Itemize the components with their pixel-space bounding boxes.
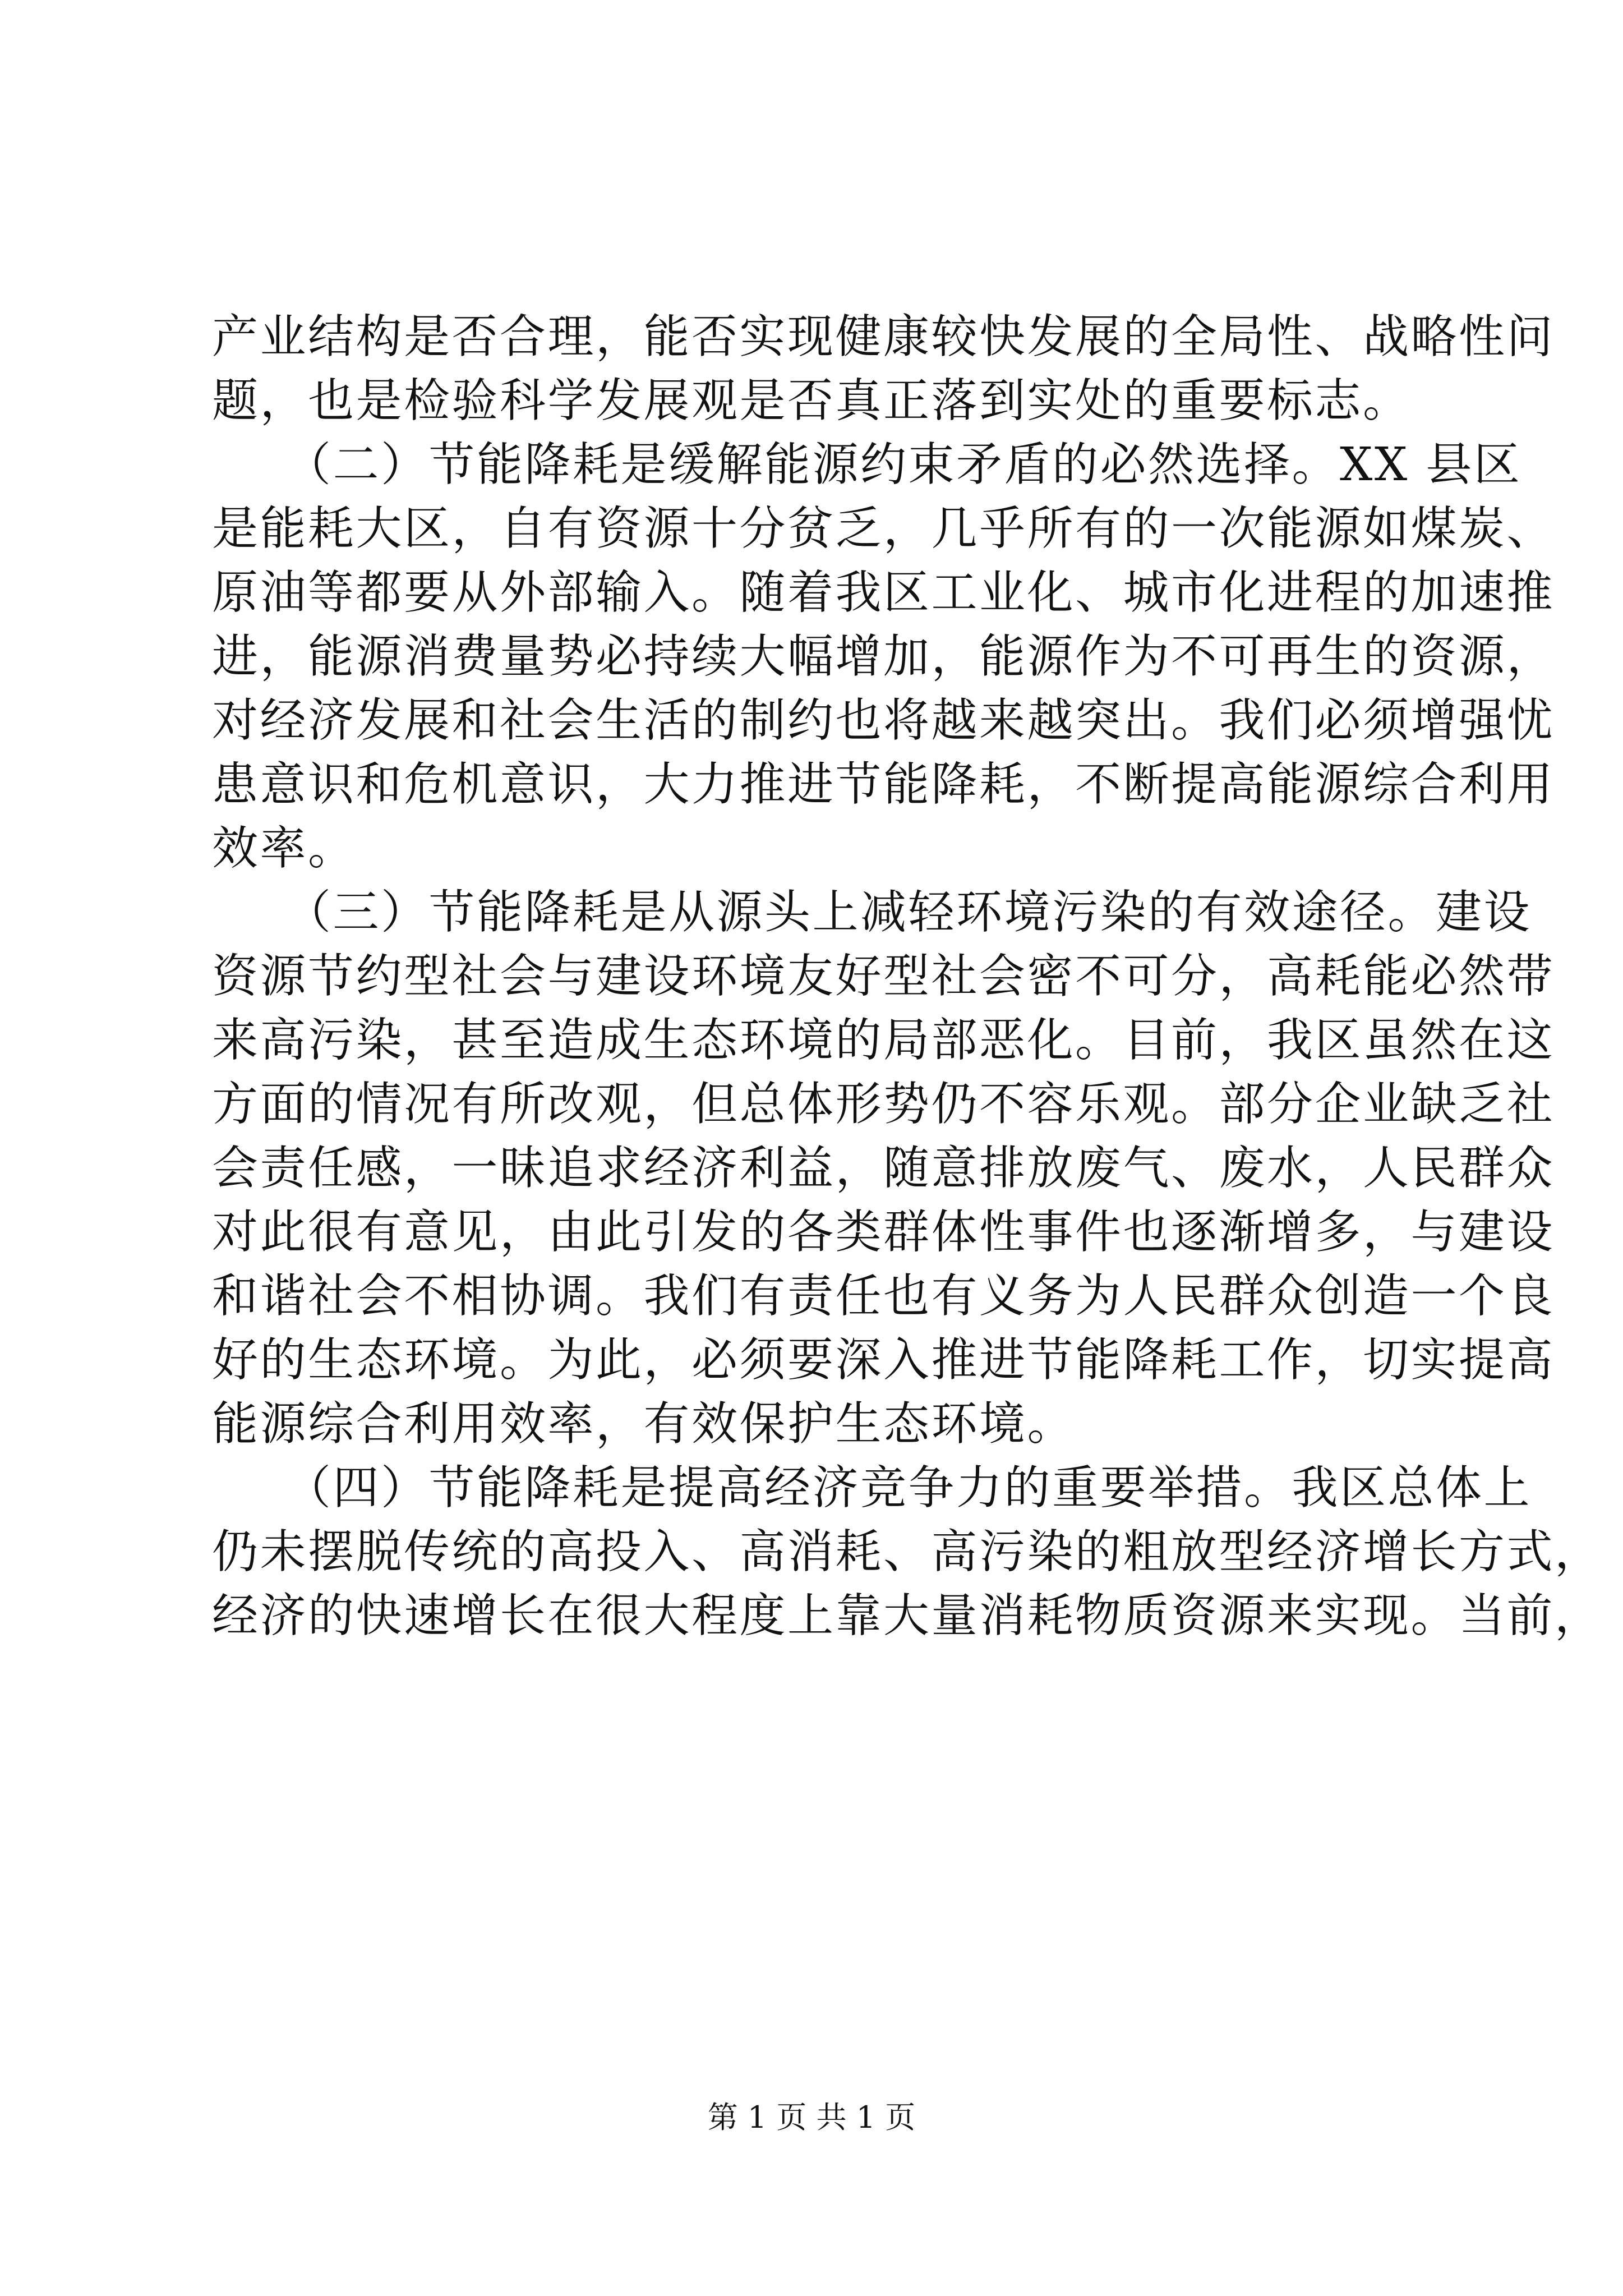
- page-footer: 第 1 页 共 1 页: [707, 2100, 916, 2135]
- text-line: 患意识和危机意识，大力推进节能降耗，不断提高能源综合利用: [212, 758, 1555, 811]
- text-line: 对经济发展和社会生活的制约也将越来越突出。我们必须增强忧: [212, 694, 1555, 747]
- text-line: （四）节能降耗是提高经济竞争力的重要举措。我区总体上: [212, 1461, 1532, 1515]
- text-line: 效率。: [212, 822, 356, 875]
- text-line: 能源综合利用效率，有效保护生态环境。: [212, 1397, 1076, 1451]
- text-line: 是能耗大区，自有资源十分贫乏，几乎所有的一次能源如煤炭、: [212, 502, 1555, 555]
- text-line: 原油等都要从外部输入。随着我区工业化、城市化进程的加速推: [212, 566, 1555, 619]
- text-line: 仍未摆脱传统的高投入、高消耗、高污染的粗放型经济增长方式，: [212, 1525, 1603, 1579]
- text-line: 来高污染，甚至造成生态环境的局部恶化。目前，我区虽然在这: [212, 1014, 1555, 1067]
- text-line: （三）节能降耗是从源头上减轻环境污染的有效途径。建设: [212, 886, 1532, 939]
- text-line: 和谐社会不相协调。我们有责任也有义务为人民群众创造一个良: [212, 1269, 1555, 1323]
- text-line: 资源节约型社会与建设环境友好型社会密不可分，高耗能必然带: [212, 950, 1555, 1003]
- text-line: 经济的快速增长在很大程度上靠大量消耗物质资源来实现。当前，: [212, 1589, 1603, 1642]
- text-line: 对此很有意见，由此引发的各类群体性事件也逐渐增多，与建设: [212, 1205, 1555, 1259]
- text-line: 题，也是检验科学发展观是否真正落到实处的重要标志。: [212, 374, 1411, 427]
- text-line: 产业结构是否合理，能否实现健康较快发展的全局性、战略性问: [212, 310, 1555, 364]
- document-body: [212, 307, 1603, 1650]
- text-line: 进，能源消费量势必持续大幅增加，能源作为不可再生的资源，: [212, 630, 1555, 683]
- text-line: 方面的情况有所改观，但总体形势仍不容乐观。部分企业缺乏社: [212, 1078, 1555, 1131]
- text-line: 好的生态环境。为此，必须要深入推进节能降耗工作，切实提高: [212, 1333, 1555, 1387]
- text-line: （二）节能降耗是缓解能源约束矛盾的必然选择。XX 县区: [212, 438, 1522, 491]
- text-line: 会责任感，一昧追求经济利益，随意排放废气、废水，人民群众: [212, 1142, 1555, 1195]
